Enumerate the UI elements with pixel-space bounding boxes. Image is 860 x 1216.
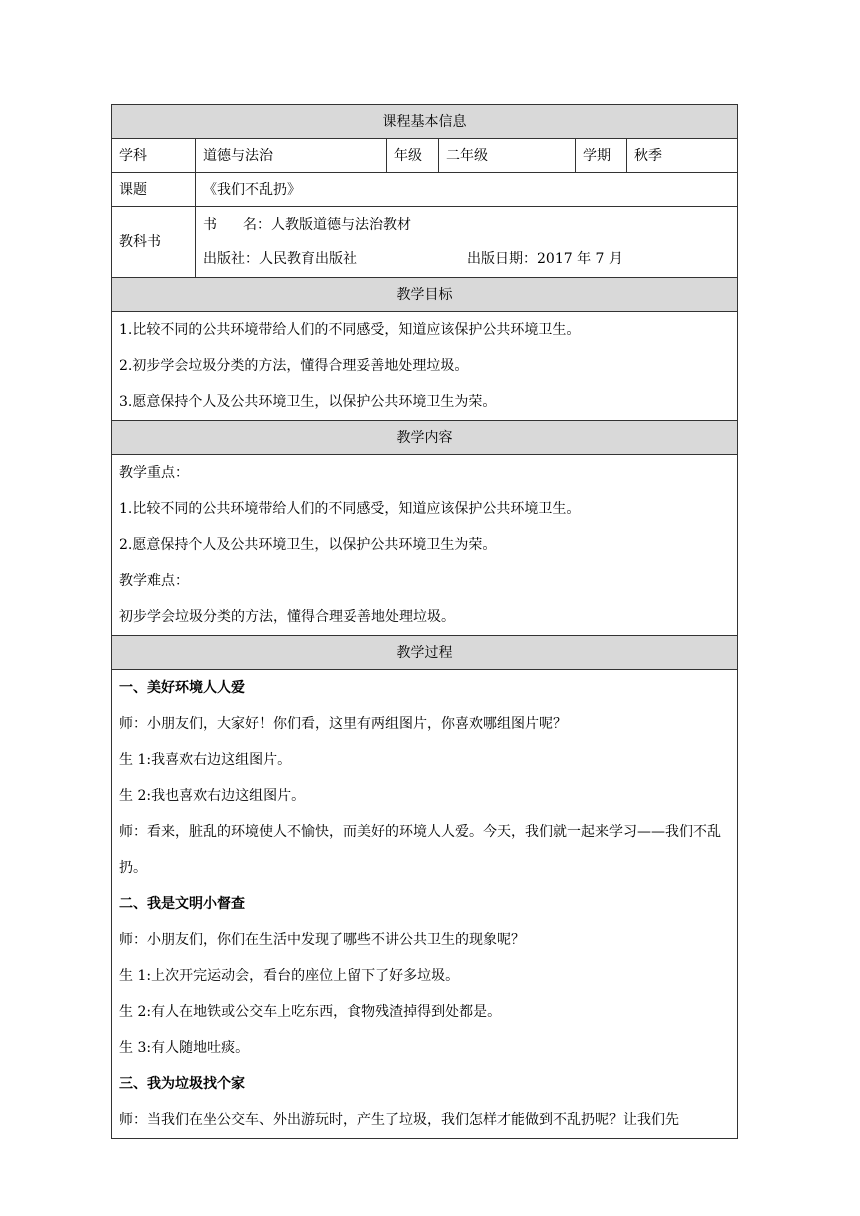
publisher-line: 出版社：人民教育出版社 出版日期：2017 年 7 月 <box>203 251 623 267</box>
objectives-body <box>112 312 738 421</box>
dialogue-line: 生 2:有人在地铁或公交车上吃东西，食物残渣掉得到处都是。 <box>119 1004 502 1020</box>
objective-item: 3.愿意保持个人及公共环境卫生，以保护公共环境卫生为荣。 <box>119 394 497 410</box>
objectives-header: 教学目标 <box>112 278 738 312</box>
course-info-header: 课程基本信息 <box>112 105 738 139</box>
topic-value: 《我们不乱扔》 <box>196 173 738 207</box>
key-point-item: 2.愿意保持个人及公共环境卫生，以保护公共环境卫生为荣。 <box>119 537 497 553</box>
term-value: 秋季 <box>627 139 738 173</box>
objective-item: 1.比较不同的公共环境带给人们的不同感受，知道应该保护公共环境卫生。 <box>119 322 581 338</box>
process-body <box>112 670 738 1139</box>
grade-label: 年级 <box>387 139 439 173</box>
key-points-label: 教学重点： <box>119 465 189 481</box>
term-label: 学期 <box>576 139 627 173</box>
dialogue-line: 生 2:我也喜欢右边这组图片。 <box>119 788 306 804</box>
dialogue-line: 师：小朋友们，你们在生活中发现了哪些不讲公共卫生的现象呢？ <box>119 932 525 948</box>
lesson-plan-table <box>111 104 738 1139</box>
process-header: 教学过程 <box>112 636 738 670</box>
content-body <box>112 455 738 636</box>
dialogue-line: 师：当我们在坐公交车、外出游玩时，产生了垃圾，我们怎样才能做到不乱扔呢？让我们先 <box>119 1112 679 1128</box>
textbook-label: 教科书 <box>112 207 196 278</box>
book-name-line: 书 名：人教版道德与法治教材 <box>203 217 411 233</box>
dialogue-line: 生 1:上次开完运动会，看台的座位上留下了好多垃圾。 <box>119 968 460 984</box>
textbook-details <box>196 207 738 278</box>
subject-label: 学科 <box>112 139 196 173</box>
objective-item: 2.初步学会垃圾分类的方法，懂得合理妥善地处理垃圾。 <box>119 358 469 374</box>
dialogue-line: 生 1:我喜欢右边这组图片。 <box>119 752 292 768</box>
grade-value: 二年级 <box>439 139 576 173</box>
difficult-point-item: 初步学会垃圾分类的方法，懂得合理妥善地处理垃圾。 <box>119 609 455 625</box>
topic-label: 课题 <box>112 173 196 207</box>
difficult-points-label: 教学难点： <box>119 573 189 589</box>
subject-value: 道德与法治 <box>196 139 387 173</box>
dialogue-line: 师：看来，脏乱的环境使人不愉快，而美好的环境人人爱。今天，我们就一起来学习——我们不乱扔。 <box>119 824 721 876</box>
dialogue-line: 生 3:有人随地吐痰。 <box>119 1040 250 1056</box>
key-point-item: 1.比较不同的公共环境带给人们的不同感受，知道应该保护公共环境卫生。 <box>119 501 581 517</box>
section-heading: 一、美好环境人人爱 <box>119 680 245 696</box>
section-heading: 二、我是文明小督查 <box>119 896 245 912</box>
content-header: 教学内容 <box>112 421 738 455</box>
section-heading: 三、我为垃圾找个家 <box>119 1076 245 1092</box>
dialogue-line: 师：小朋友们，大家好！你们看，这里有两组图片，你喜欢哪组图片呢？ <box>119 716 567 732</box>
